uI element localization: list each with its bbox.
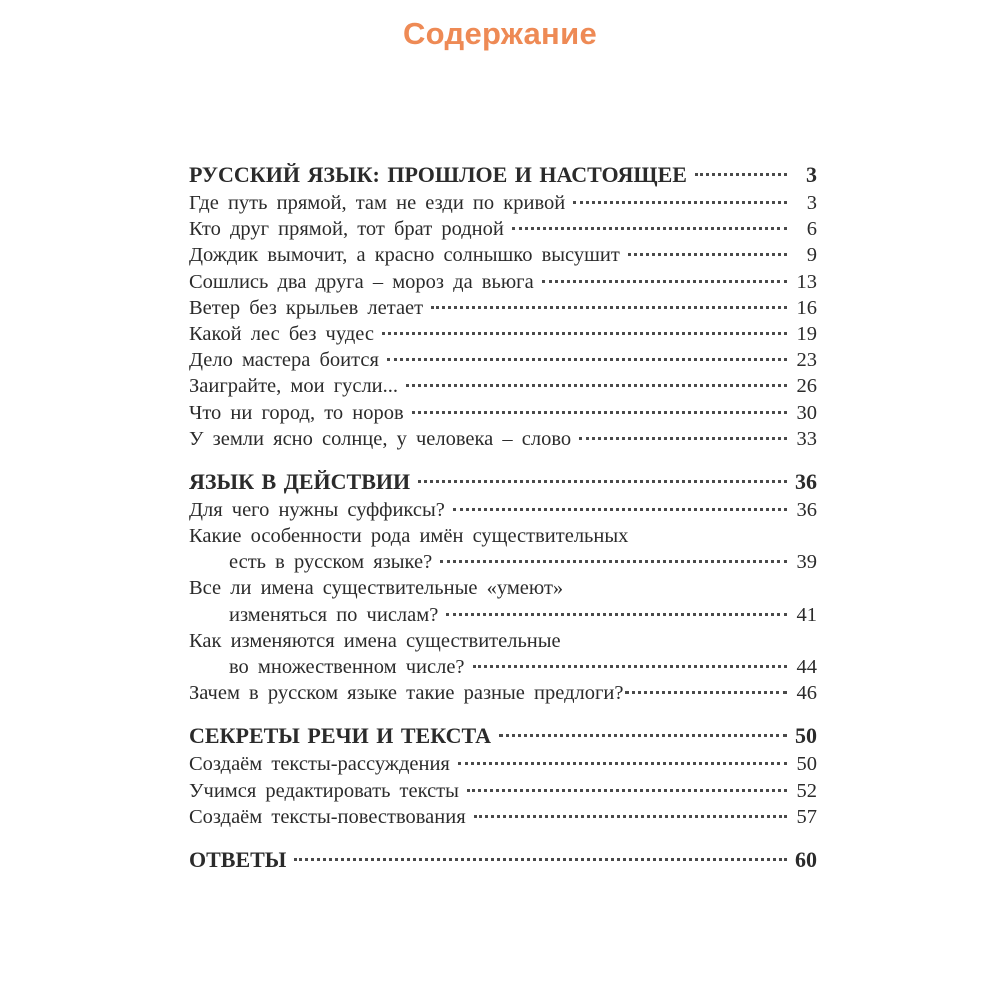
entry-title: Заиграйте, мои гусли... — [189, 375, 399, 398]
page-number: 33 — [796, 427, 817, 450]
page-number: 16 — [796, 296, 817, 319]
entry-title: Какой лес без чудес — [189, 322, 374, 345]
toc-entry-line2[interactable] — [189, 654, 817, 680]
toc-entry-line1[interactable] — [189, 523, 817, 549]
entry-title: Что ни город, то норов — [189, 401, 404, 424]
entry-title: Где путь прямой, там не езди по кривой — [189, 192, 566, 214]
entry-title: Зачем в русском языке такие разные предлоги? — [189, 682, 624, 705]
page-number: 30 — [796, 401, 817, 424]
toc-entry[interactable] — [189, 347, 817, 373]
dot-leader — [695, 173, 787, 176]
toc-section-heading[interactable] — [189, 467, 817, 497]
toc-entry[interactable] — [189, 269, 817, 295]
dot-leader — [294, 858, 787, 861]
entry-title: Дождик вымочит, а красно солнышко высушит — [189, 244, 620, 267]
entry-title: Сошлись два друга – мороз да вьюга — [189, 270, 534, 293]
toc-entry[interactable] — [189, 778, 817, 804]
entry-title: Все ли имена существительные «умеют» — [189, 577, 564, 600]
dot-leader — [440, 560, 787, 563]
dot-leader — [474, 815, 787, 818]
toc-entry-line2[interactable] — [189, 549, 817, 575]
toc-entry[interactable] — [189, 373, 817, 399]
page-number: 44 — [796, 656, 817, 678]
toc-entry[interactable] — [189, 804, 817, 830]
toc-entry[interactable] — [189, 400, 817, 426]
toc-section-heading[interactable] — [189, 160, 817, 190]
toc-entry[interactable] — [189, 680, 817, 706]
page-number: 9 — [806, 244, 817, 267]
section-title: РУССКИЙ ЯЗЫК: ПРОШЛОЕ И НАСТОЯЩЕЕ — [189, 162, 687, 187]
toc-section — [189, 845, 817, 875]
page-number: 46 — [796, 682, 817, 705]
dot-leader — [542, 280, 787, 283]
dot-leader — [573, 201, 787, 204]
section-title: ЯЗЫК В ДЕЙСТВИИ — [189, 468, 411, 494]
page-number: 52 — [796, 779, 817, 802]
toc-entry[interactable] — [189, 242, 817, 268]
section-title: СЕКРЕТЫ РЕЧИ И ТЕКСТА — [189, 723, 491, 749]
page-number: 60 — [795, 846, 817, 872]
page-number: 3 — [806, 162, 817, 187]
dot-leader — [387, 358, 787, 361]
toc-section — [189, 721, 817, 830]
page-number: 26 — [796, 375, 817, 398]
toc-entry[interactable] — [189, 321, 817, 347]
entry-title: Учимся редактировать тексты — [189, 779, 459, 802]
entry-title: Какие особенности рода имён существительных — [189, 525, 629, 548]
entry-title-continued: есть в русском языке? — [229, 551, 433, 574]
page-number: 41 — [796, 603, 817, 626]
entry-title: Как изменяются имена существительные — [189, 629, 561, 652]
entry-title-continued: во множественном числе? — [229, 656, 465, 678]
dot-leader — [579, 437, 787, 440]
toc-entry-line2[interactable] — [189, 602, 817, 628]
toc-section-heading[interactable] — [189, 721, 817, 751]
entry-title-continued: изменяться по числам? — [229, 603, 439, 626]
toc-entry[interactable] — [189, 426, 817, 452]
page-number: 50 — [796, 753, 817, 776]
dot-leader — [453, 508, 787, 511]
dot-leader — [467, 789, 787, 792]
page-number: 36 — [795, 468, 817, 494]
dot-leader — [628, 253, 787, 256]
toc-entry[interactable] — [189, 216, 817, 242]
entry-title: Создаём тексты-повествования — [189, 805, 466, 828]
dot-leader — [625, 691, 787, 694]
dot-leader — [512, 227, 787, 230]
dot-leader — [418, 480, 787, 483]
toc-section — [189, 160, 817, 452]
toc-entry[interactable] — [189, 751, 817, 777]
dot-leader — [406, 384, 787, 387]
page-number: 19 — [796, 322, 817, 345]
toc-entry[interactable] — [189, 190, 817, 216]
page-number: 13 — [796, 270, 817, 293]
page-number: 39 — [796, 551, 817, 574]
dot-leader — [499, 734, 787, 737]
page-number: 3 — [806, 192, 817, 214]
toc-section-heading[interactable] — [189, 845, 817, 875]
page-number: 50 — [795, 723, 817, 749]
section-title: ОТВЕТЫ — [189, 846, 287, 872]
dot-leader — [412, 411, 787, 414]
page-number: 6 — [806, 218, 817, 241]
dot-leader — [382, 332, 787, 335]
entry-title: Кто друг прямой, тот брат родной — [189, 218, 504, 241]
table-of-contents — [189, 160, 817, 890]
toc-entry-line1[interactable] — [189, 628, 817, 654]
entry-title: У земли ясно солнце, у человека – слово — [189, 427, 572, 450]
toc-entry-line1[interactable] — [189, 575, 817, 601]
entry-title: Создаём тексты-рассуждения — [189, 753, 450, 776]
toc-entry[interactable] — [189, 497, 817, 523]
page-number: 23 — [796, 349, 817, 372]
toc-section — [189, 467, 817, 707]
entry-title: Дело мастера боится — [189, 349, 379, 372]
entry-title: Для чего нужны суффиксы? — [189, 498, 445, 521]
dot-leader — [473, 665, 787, 668]
page-number: 36 — [796, 498, 817, 521]
entry-title: Ветер без крыльев летает — [189, 296, 424, 319]
dot-leader — [446, 613, 787, 616]
dot-leader — [431, 306, 787, 309]
toc-entry[interactable] — [189, 295, 817, 321]
dot-leader — [458, 762, 787, 765]
page-title: Содержание — [403, 16, 597, 51]
page-number: 57 — [796, 805, 817, 828]
